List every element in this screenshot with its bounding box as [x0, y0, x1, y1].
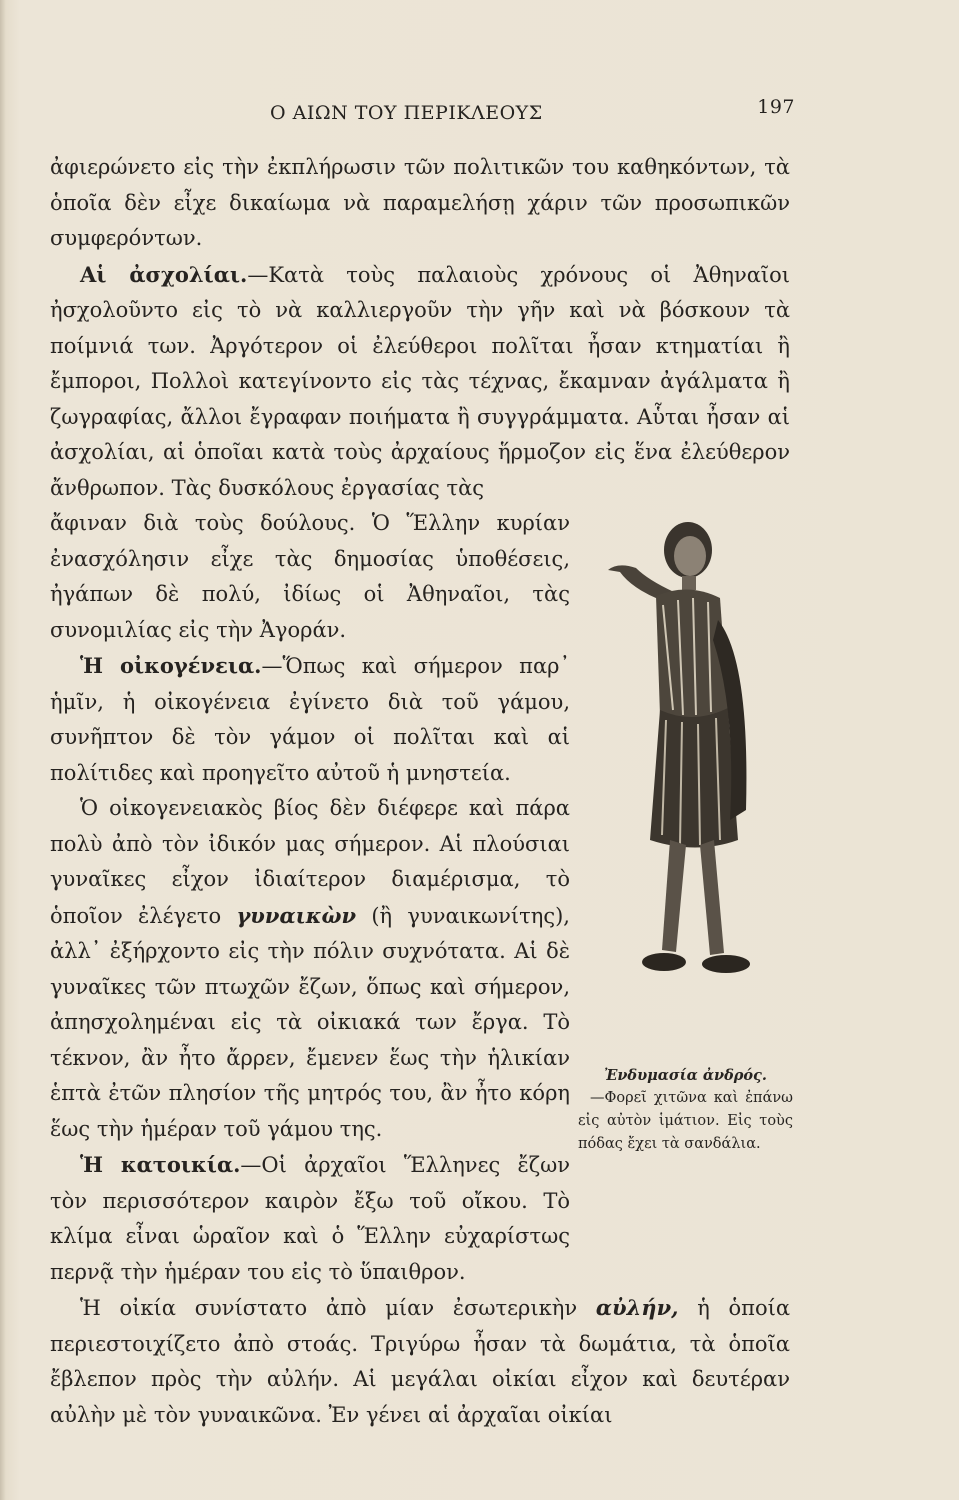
paragraph-house [50, 1290, 790, 1433]
paragraph-text: Ἡ οἰκία συνίστατο ἀπὸ μίαν ἐσωτερικὴν [80, 1296, 578, 1320]
paragraph-text: ἄφιναν διὰ τοὺς δούλους. Ὁ Ἕλλην κυρίαν ἐνασχόλησιν εἶχε τὰς δημοσίας ὑποθέσεις, ἠγάπων δὲ πολύ, ἰδίως οἱ Ἀθηναῖοι, τὰς συνομιλίας εἰς τὴν Ἀγοράν. [50, 511, 570, 642]
paragraph-continuation [50, 150, 790, 257]
section-heading-occupations: Αἱ ἀσχολίαι. [80, 261, 248, 287]
figure-caption [578, 1064, 793, 1156]
caption-text: —Φορεῖ χιτῶνα καὶ ἐπάνω εἰς αὐτὸν ἱμάτιον. Εἰς τοὺς πόδας ἔχει τὰ σανδάλια. [578, 1090, 793, 1152]
paragraph-text: ἀφιερώνετο εἰς τὴν ἐκπλήρωσιν τῶν πολιτικῶν του καθηκόντων, τὰ ὁποῖα δὲν εἶχε δικαίωμα νὰ παραμελήσῃ χάριν τῶν προσωπικῶν συμφερόντων. [50, 155, 790, 250]
paragraph-text: —Κατὰ τοὺς παλαιοὺς χρόνους οἱ Ἀθηναῖοι ἠσχολοῦντο εἰς τὸ νὰ καλλιεργοῦν τὴν γῆν καὶ νὰ βόσκουν τὰ ποίμνιά των. Ἀργότερον οἱ ἐλεύθεροι πολῖται ἦσαν κτηματίαι ἢ ἔμποροι, Πολλοὶ κατεγίνοντο εἰς τὰς τέχνας, ἔκαμναν ἀγάλματα ἢ ζωγραφίας, ἄλλοι ἔγραφαν ποιήματα ἢ συγγράμματα. Αὗται ἦσαν αἱ ἀσχολίαι, αἱ ὁποῖαι κατὰ τοὺς ἀρχαίους ἥρμοζον εἰς ἕνα ἐλεύθερον ἄνθρωπον. Τὰς δυσκόλους ἐργασίας τὰς [50, 262, 790, 500]
term-avli: αὐλήν, [595, 1295, 679, 1320]
paragraph-dwelling [50, 1147, 570, 1290]
engraving-figure [578, 510, 790, 990]
wrapped-text-block [50, 506, 570, 1290]
paragraph-family [50, 648, 570, 791]
paragraph-text: —Ὅπως καὶ σήμερον παρ᾽ ἡμῖν, ἡ οἰκογένεια ἐγίνετο διὰ τοῦ γάμου, συνῆπτον δὲ τὸν γάμον οἱ πολῖται καὶ αἱ πολίτιδες καὶ προηγεῖτο αὐτοῦ ἡ μνηστεία. [50, 654, 570, 785]
paragraph-text: (ἢ γυναικωνίτης), ἀλλ᾽ ἐξήρχοντο εἰς τὴν πόλιν συχνότατα. Αἱ δὲ γυναῖκες τῶν πτωχῶν ἔζων, ὅπως καὶ σήμερον, ἀπησχολημέναι εἰς τὰ οἰκιακά των ἔργα. Τὸ τέκνον, ἂν ἦτο ἄρρεν, ἔμενεν ἕως τὴν ἡλικίαν ἑπτὰ ἐτῶν πλησίον τῆς μητρός του, ἂν ἦτο κόρη ἕως τὴν ἡμέραν τοῦ γάμου της. [50, 903, 570, 1141]
page-header [50, 96, 795, 130]
term-gynaikon: γυναικὼν [236, 902, 357, 928]
caption-title: Ἐνδυμασία ἀνδρός. [604, 1067, 767, 1084]
running-title: Ο ΑΙΩΝ ΤΟΥ ΠΕΡΙΚΛΕΟΥΣ [270, 102, 543, 124]
paragraph-text: Ὁ οἰκογενειακὸς βίος δὲν διέφερε καὶ πάρα πολὺ ἀπὸ τὸν ἰδικόν μας σήμερον. Αἱ πλούσιαι γυναῖκες εἶχον ἰδιαίτερον διαμέρισμα, τὸ ὁποῖον ἐλέγετο [50, 796, 570, 928]
page-number: 197 [757, 96, 795, 118]
paragraph-occupations-wrap [50, 506, 570, 648]
paragraph-text: ἡ ὁποία περιεστοιχίζετο ἀπὸ στοάς. Τριγύρω ἦσαν τὰ δωμάτια, τὰ ὁποῖα ἔβλεπον πρὸς τὴν αὐλήν. Αἱ μεγάλαι οἰκίαι εἶχον καὶ δευτέραν αὐλὴν μὲ τὸν γυναικῶνα. Ἐν γένει αἱ ἀρχαῖαι οἰκίαι [50, 1296, 790, 1427]
illustration-man-in-chiton [578, 510, 790, 990]
paragraph-family-life [50, 791, 570, 1147]
paragraph-text: —Οἱ ἀρχαῖοι Ἕλληνες ἔζων τὸν περισσότερον καιρὸν ἔξω τοῦ οἴκου. Τὸ κλίμα εἶναι ὡραῖον καὶ ὁ Ἕλλην εὐχαρίστως περνᾷ τὴν ἡμέραν του εἰς τὸ ὕπαιθρον. [50, 1153, 570, 1284]
section-heading-family: Ἡ οἰκογένεια. [80, 653, 262, 678]
section-heading-dwelling: Ἡ κατοικία. [80, 1152, 241, 1177]
paragraph-occupations [50, 257, 790, 507]
